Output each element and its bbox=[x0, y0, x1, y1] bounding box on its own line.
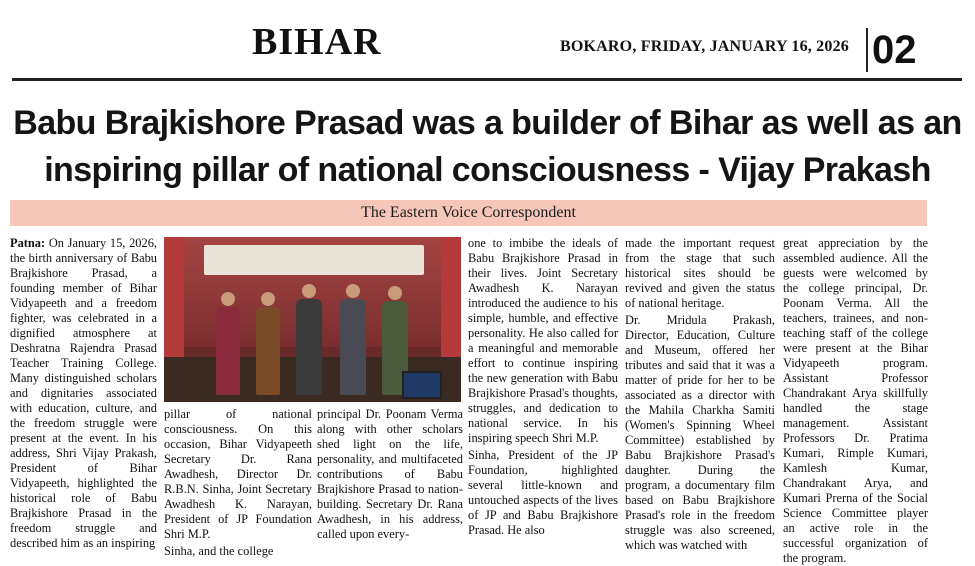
article-column-1 bbox=[10, 236, 157, 551]
column-4-text-b: Sinha, President of the JP Foundation, highlighted several little-known and untouched aspects of the lives of JP and Babu Brajkishore Prasad. He also bbox=[468, 448, 618, 537]
headline-line-2: inspiring pillar of national consciousness - Vijay Prakash bbox=[44, 151, 931, 189]
person-figure bbox=[296, 299, 322, 395]
event-photo bbox=[164, 237, 461, 402]
page-number: 02 bbox=[872, 28, 917, 72]
column-6-text: great appreciation by the assembled audience. All the guests were welcomed by the college principal, Dr. Poonam Verma. All the teachers, trainees, and non-teaching staff of the college were present at the Bihar Vidyapeeth program. Assistant Professor Chandrakant Arya skillfully handled the stage management. Assistant Professors Dr. Pratima Kumari, Rimple Kumari, Kamlesh Kumar, Chandrakant Arya, and Kumari Prerna of the Social Science Committee player an active role in the successful organization of the program. bbox=[783, 236, 928, 565]
vertical-divider bbox=[866, 28, 868, 72]
column-4-text: one to imbibe the ideals of Babu Brajkishore Prasad in their lives. Joint Secretary Awadhesh K. Narayan introduced the audience to his simple, humble, and effective personality. He also called for a meaningful and memorable effort to continue inspiring the new generation with Babu Brajkishore Prasad's thoughts, struggles, and dedication to national service. In his inspiring speech Shri M.P. bbox=[468, 236, 618, 445]
masthead bbox=[0, 0, 975, 80]
article-column-4 bbox=[468, 236, 618, 538]
column-5-text-b: Dr. Mridula Prakash, Director, Education, Culture and Museum, offered her tributes and said that it was a matter of pride for her to be associated as a director with the Mahila Charkha Samiti (Women's Spinning Wheel Committee) established by Babu Brajkishore Prasad's daughter. During the program, a documentary film based on Babu Brajkishore Prasad's role in the freedom struggle was also screened, which was watched with bbox=[625, 313, 775, 552]
column-1-text: Patna: On January 15, 2026, the birth anniversary of Babu Brajkishore Prasad, a founding member of Bihar Vidyapeeth and a freedom fighter, was celebrated in a dignified atmosphere at Deshratna Rajendra Prasad Teacher Training College. Many distinguished scholars and dignitaries associated with education, culture, and the freedom struggle were present at the event. In his address, Shri Vijay Prakash, President of Bihar Vidyapeeth, highlighted the historical role of Babu Brajkishore Prasad in the freedom struggle and described him as an inspiring bbox=[10, 236, 157, 550]
dateline: BOKARO, FRIDAY, JANUARY 16, 2026 bbox=[560, 38, 849, 55]
screen-icon bbox=[402, 371, 442, 399]
column-3-text: principal Dr. Poonam Verma along with other scholars shed light on the life, personality, and multifaceted contributions of Babu Brajkishore Prasad to nation-building. Secretary Dr. Rana Awadhesh, in his address, called upon every- bbox=[317, 407, 463, 541]
column-2-text: pillar of national consciousness. On this occasion, Bihar Vidyapeeth Secretary Dr. Rana Awadhesh, Director Dr. R.B.N. Sinha, Joint Secretary Awadhesh K. Narayan, President of JP Foundation Shri M.P. bbox=[164, 407, 312, 541]
person-figure bbox=[216, 307, 240, 395]
person-figure bbox=[340, 299, 366, 395]
article-column-2 bbox=[164, 407, 312, 559]
masthead-rule bbox=[12, 78, 962, 81]
byline: The Eastern Voice Correspondent bbox=[361, 204, 576, 221]
headline bbox=[10, 100, 965, 194]
column-5-text: made the important request from the stage that such historical sites should be revived and given the status of national heritage. bbox=[625, 236, 775, 310]
column-2-text-b: Sinha, and the college bbox=[164, 544, 274, 558]
section-title: BIHAR bbox=[252, 21, 382, 63]
article-column-6 bbox=[783, 236, 928, 566]
dateline-place: Patna: bbox=[10, 236, 46, 250]
person-figure bbox=[256, 307, 280, 395]
headline-line-1: Babu Brajkishore Prasad was a builder of Bihar as well as an bbox=[13, 104, 962, 142]
article-column-5 bbox=[625, 236, 775, 553]
byline-bar bbox=[10, 200, 927, 226]
article-column-3 bbox=[317, 407, 463, 542]
